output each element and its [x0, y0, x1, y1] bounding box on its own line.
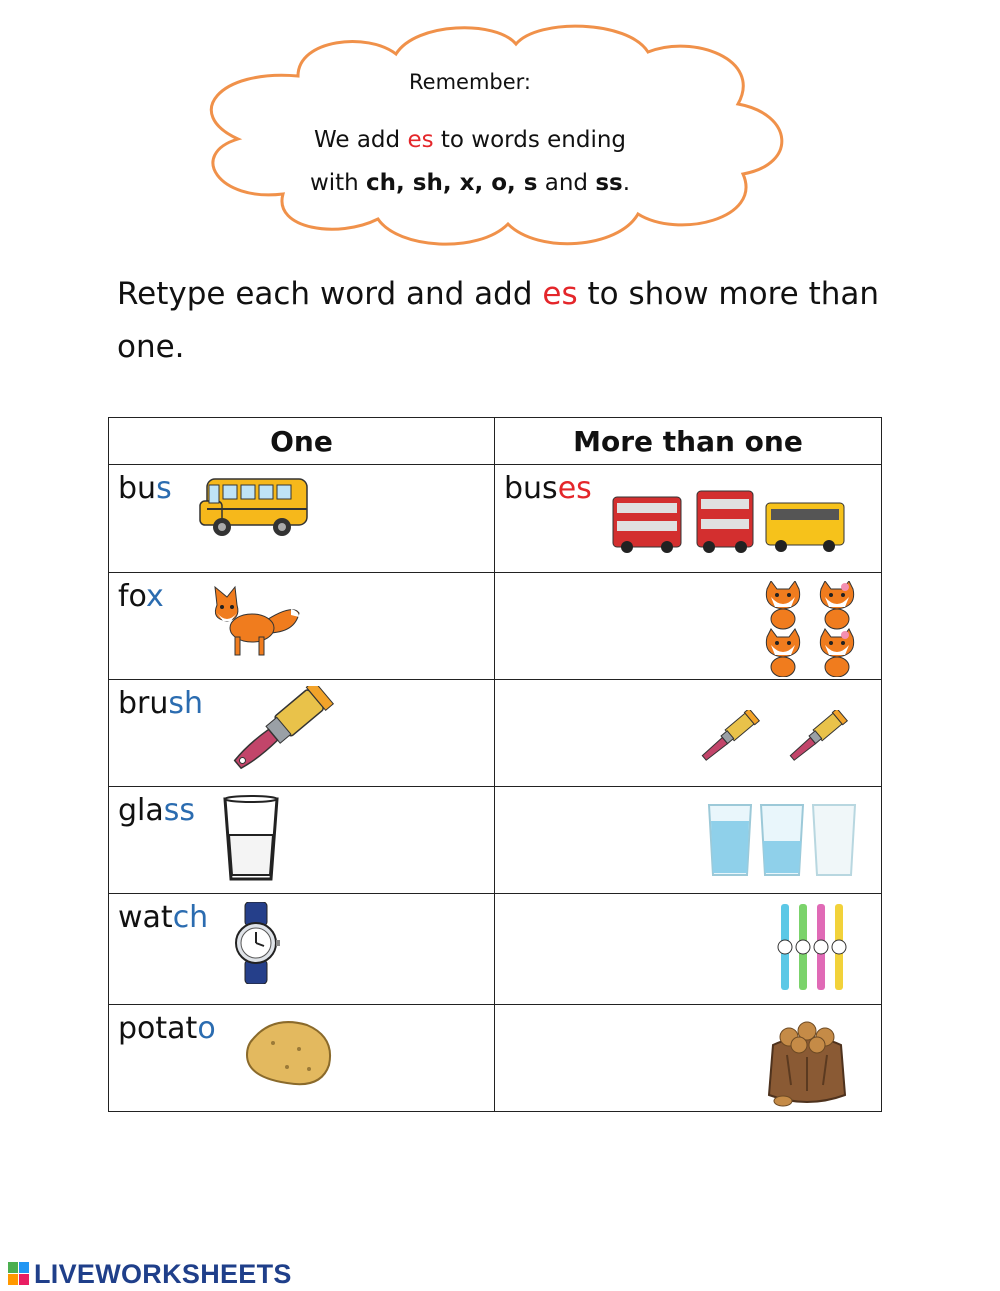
answer-plural[interactable]: buses — [504, 471, 592, 506]
table-row — [109, 680, 882, 787]
reminder-rule-line1: We add es to words ending — [313, 127, 627, 153]
potato-icon — [243, 1019, 333, 1087]
glasses-icon — [707, 801, 857, 879]
reminder-rule-line2: with ch, sh, x, o, s and ss. — [309, 170, 631, 196]
answer-input[interactable] — [504, 1011, 614, 1046]
reminder-label: Remember: — [409, 70, 531, 94]
word-singular: brush — [118, 686, 204, 721]
table-row — [109, 573, 882, 680]
table-row — [109, 894, 882, 1005]
glass-icon — [221, 795, 281, 883]
school-bus-icon — [197, 475, 312, 545]
table-row — [109, 1005, 882, 1112]
answer-input[interactable] — [504, 686, 614, 721]
buses-icon — [611, 489, 846, 555]
header-more-than-one: More than one — [495, 418, 882, 465]
paintbrush-icon — [215, 686, 345, 772]
potatoes-icon — [767, 1015, 847, 1107]
footer-brand-text: LIVEWORKSHEETS — [34, 1258, 292, 1289]
fox-icon — [207, 583, 302, 658]
footer-branding — [8, 1259, 292, 1289]
word-singular: potato — [118, 1011, 216, 1046]
table-row — [109, 787, 882, 894]
watch-icon — [231, 902, 281, 984]
table-row — [109, 465, 882, 573]
answer-input[interactable] — [504, 579, 614, 614]
paintbrushes-icon — [693, 710, 868, 765]
worksheet-table — [108, 417, 882, 1112]
answer-input[interactable] — [504, 900, 614, 935]
answer-input[interactable] — [504, 793, 614, 828]
watches-icon — [777, 904, 853, 990]
es-highlight: es — [407, 127, 434, 153]
header-one: One — [109, 418, 495, 465]
word-singular: watch — [118, 900, 209, 935]
word-singular: glass — [118, 793, 196, 828]
liveworksheets-logo-icon — [8, 1262, 30, 1286]
foxes-icon — [763, 581, 867, 677]
word-singular: bus — [118, 471, 172, 506]
word-singular: fox — [118, 579, 164, 614]
instruction: Retype each word and add es to show more than one. — [117, 276, 880, 365]
